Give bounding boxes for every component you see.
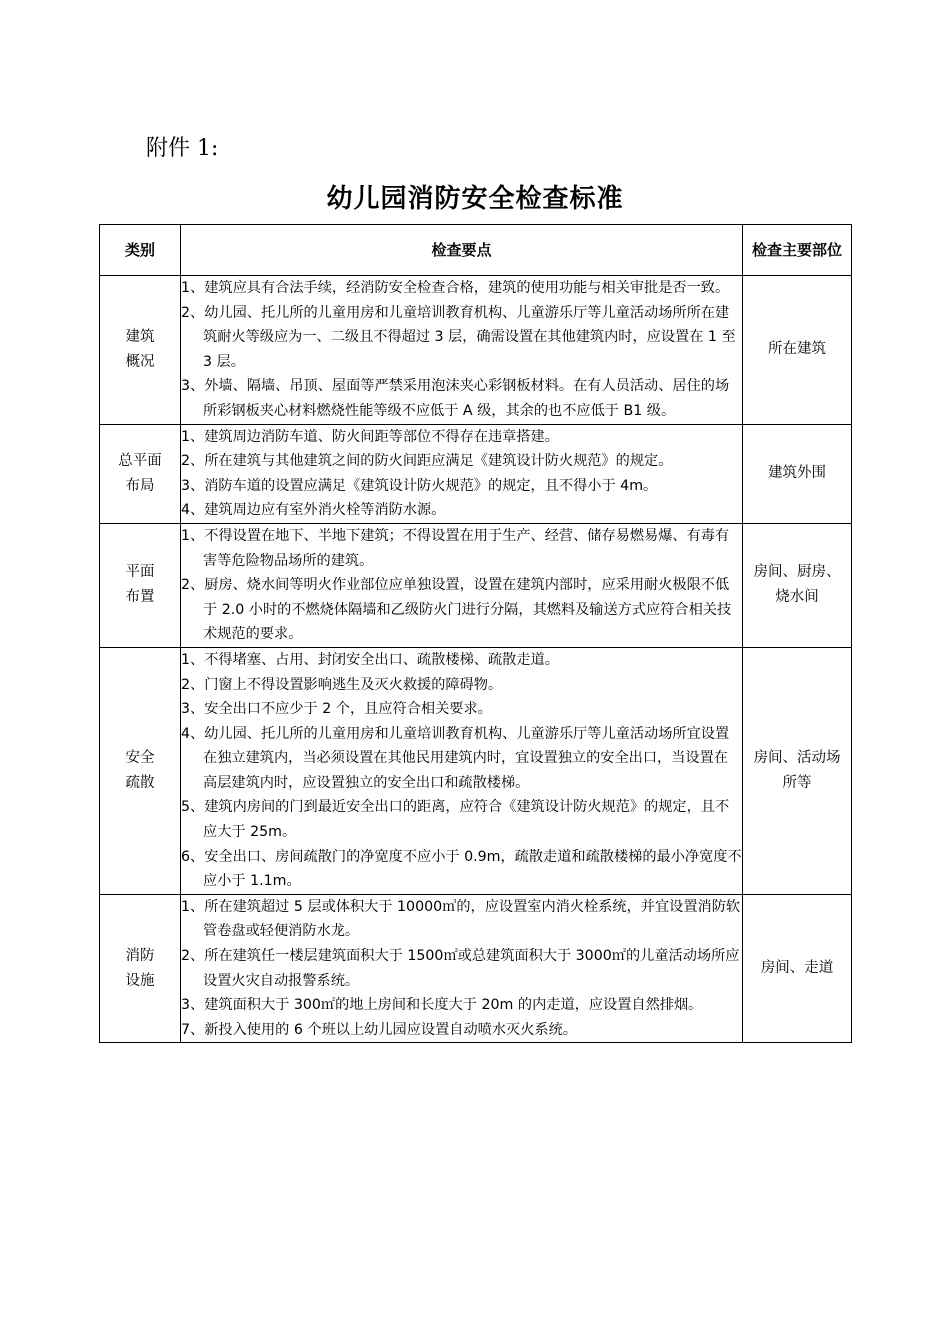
category-label: 平面布置	[125, 564, 155, 606]
table-row	[100, 647, 852, 894]
category-label: 建筑概况	[125, 328, 155, 370]
check-item: 1、不得堵塞、占用、封闭安全出口、疏散楼梯、疏散走道。	[181, 651, 559, 668]
header-location: 检查主要部位	[743, 225, 852, 276]
check-item: 6、安全出口、房间疏散门的净宽度不应小于 0.9m，疏散走道和疏散楼梯的最小净宽度不应小于 1.1m。	[181, 848, 742, 890]
category-cell	[100, 424, 181, 523]
check-item: 3、建筑面积大于 300㎡的地上房间和长度大于 20m 的内走道，应设置自然排烟。	[181, 997, 703, 1014]
check-points-cell	[181, 894, 743, 1043]
check-item: 2、厨房、烧水间等明火作业部位应单独设置，设置在建筑内部时，应采用耐火极限不低于 2.0 小时的不燃烧体隔墙和乙级防火门进行分隔，其燃料及输送方式应符合相关技术规范的要求。	[181, 577, 732, 643]
table-header-row	[100, 225, 852, 276]
location-cell	[743, 523, 852, 647]
location-label: 房间、活动场所等	[753, 749, 841, 791]
location-cell	[743, 894, 852, 1043]
category-cell	[100, 894, 181, 1043]
category-cell	[100, 523, 181, 647]
category-label: 总平面布局	[118, 452, 162, 494]
category-label: 安全疏散	[125, 749, 155, 791]
check-points-cell	[181, 647, 743, 894]
location-label: 房间、厨房、烧水间	[753, 564, 841, 606]
category-cell	[100, 276, 181, 425]
check-item: 2、所在建筑任一楼层建筑面积大于 1500㎡或总建筑面积大于 3000㎡的儿童活动场所应设置火灾自动报警系统。	[181, 948, 740, 989]
check-item: 3、安全出口不应少于 2 个，且应符合相关要求。	[181, 701, 492, 718]
inspection-standard-table	[99, 224, 852, 1043]
check-item: 7、新投入使用的 6 个班以上幼儿园应设置自动喷水灭火系统。	[181, 1021, 577, 1038]
location-cell	[743, 276, 852, 425]
check-item: 4、幼儿园、托儿所的儿童用房和儿童培训教育机构、儿童游乐厅等儿童活动场所宜设置在独立建筑内，当必须设置在其他民用建筑内时，宜设置独立的安全出口，当设置在高层建筑内时，应设置独立的安全出口和疏散楼梯。	[181, 725, 730, 791]
document-title: 幼儿园消防安全检查标准	[326, 184, 624, 214]
check-item: 1、建筑应具有合法手续，经消防安全检查合格，建筑的使用功能与相关审批是否一致。	[181, 280, 730, 296]
attachment-label: 附件 1:	[146, 136, 219, 161]
header-category: 类别	[100, 225, 181, 276]
check-item: 4、建筑周边应有室外消火栓等消防水源。	[181, 502, 446, 519]
check-item: 3、外墙、隔墙、吊顶、屋面等严禁采用泡沫夹心彩钢板材料。在有人员活动、居住的场所彩钢板夹心材料燃烧性能等级不应低于 A 级，其余的也不应低于 B1 级。	[181, 378, 730, 419]
check-item: 5、建筑内房间的门到最近安全出口的距离，应符合《建筑设计防火规范》的规定，且不应大于 25m。	[181, 799, 730, 841]
check-item: 2、幼儿园、托儿所的儿童用房和儿童培训教育机构、儿童游乐厅等儿童活动场所所在建筑耐火等级应为一、二级且不得超过 3 层，确需设置在其他建筑内时，应设置在 1 至 3 层。	[181, 304, 736, 370]
check-item: 1、所在建筑超过 5 层或体积大于 10000㎥的，应设置室内消火栓系统，并宜设置消防软管卷盘或轻便消防水龙。	[181, 898, 741, 940]
table-row	[100, 894, 852, 1043]
table-row	[100, 276, 852, 425]
location-label: 所在建筑	[768, 341, 826, 358]
table-row	[100, 523, 852, 647]
check-item: 2、所在建筑与其他建筑之间的防火间距应满足《建筑设计防火规范》的规定。	[181, 453, 673, 470]
check-points-cell	[181, 276, 743, 425]
header-check-points: 检查要点	[181, 225, 743, 276]
check-points-cell	[181, 523, 743, 647]
location-cell	[743, 424, 852, 523]
location-label: 建筑外围	[768, 465, 826, 482]
table-row	[100, 424, 852, 523]
check-item: 3、消防车道的设置应满足《建筑设计防火规范》的规定，且不得小于 4m。	[181, 477, 658, 494]
check-points-cell	[181, 424, 743, 523]
category-label: 消防设施	[125, 947, 155, 989]
location-label: 房间、走道	[760, 960, 834, 977]
check-item: 1、建筑周边消防车道、防火间距等部位不得存在违章搭建。	[181, 428, 559, 445]
check-item: 2、门窗上不得设置影响逃生及灭火救援的障碍物。	[181, 676, 503, 693]
location-cell	[743, 647, 852, 894]
category-cell	[100, 647, 181, 894]
check-item: 1、不得设置在地下、半地下建筑；不得设置在用于生产、经营、储存易燃易爆、有毒有害等危险物品场所的建筑。	[181, 527, 730, 569]
